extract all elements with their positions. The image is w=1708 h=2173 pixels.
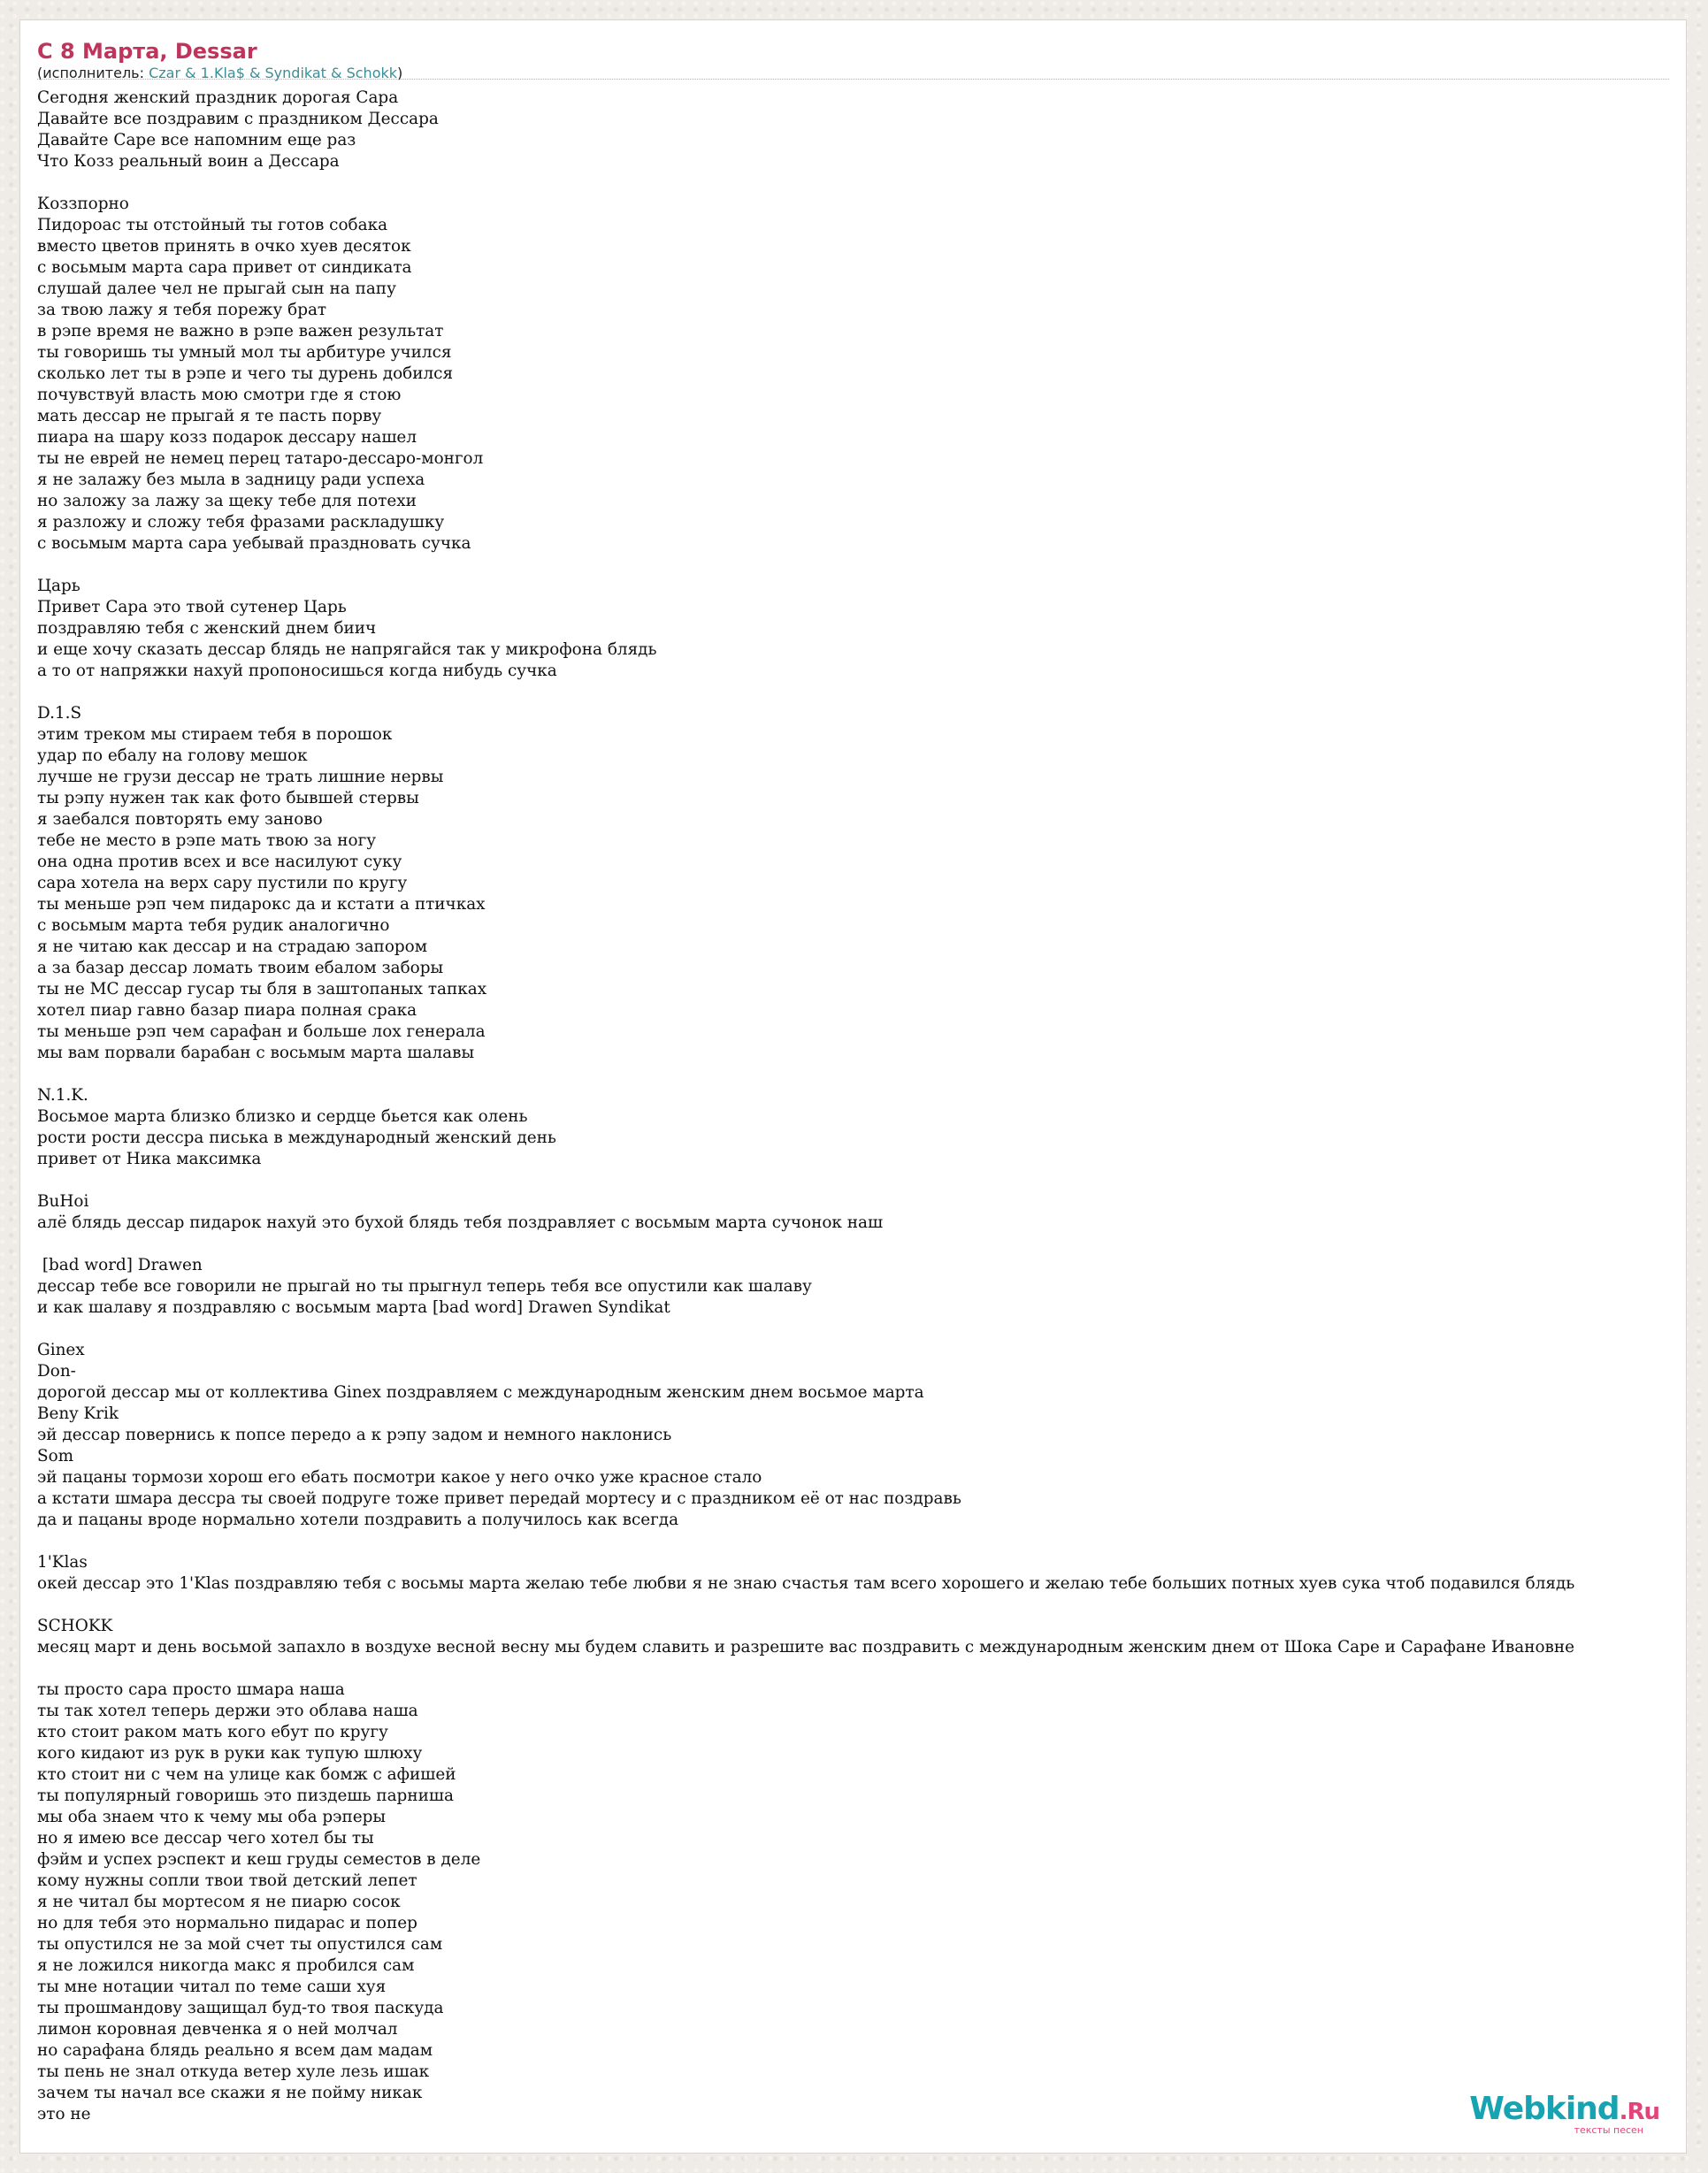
- lyric-line: Давайте Саре все напомним еще раз: [37, 131, 356, 149]
- lyric-line: [37, 1234, 1574, 1255]
- lyric-line: но заложу за лажу за щеку тебе для потехи: [37, 492, 417, 510]
- lyric-line: я не читал бы мортесом я не пиарю сосок: [37, 1893, 401, 1911]
- lyric-line: это не: [37, 2105, 91, 2123]
- lyric-line: хотел пиар гавно базар пиара полная срака: [37, 1001, 417, 1020]
- lyric-line: а кстати шмара дессра ты своей подруге тоже привет передай мортесу и с праздником её от нас поздравь: [37, 1489, 961, 1508]
- lyric-line: поздравляю тебя с женский днем биич: [37, 619, 377, 638]
- lyric-line: дессар тебе все говорили не прыгай но ты прыгнул теперь тебя все опустили как шалаву: [37, 1277, 812, 1296]
- header-divider: [37, 79, 1669, 80]
- lyric-line: SCHOKK: [37, 1617, 113, 1635]
- lyric-line: почувствуй власть мою смотри где я стою: [37, 386, 402, 404]
- lyric-line: в рэпе время не важно в рэпе важен результат: [37, 322, 444, 340]
- lyric-line: лучше не грузи дессар не трать лишние нервы: [37, 768, 444, 786]
- lyric-line: с восьмым марта сара уебывай праздновать сучка: [37, 534, 471, 553]
- lyric-line: [37, 1064, 1574, 1085]
- lyric-line: Коззпорно: [37, 195, 129, 213]
- lyric-line: я не читаю как дессар и на страдаю запором: [37, 937, 428, 956]
- lyric-line: [37, 1170, 1574, 1191]
- lyric-line: я не залажу без мыла в задницу ради успеха: [37, 471, 425, 489]
- lyric-line: эй дессар повернись к попсе передо а к рэпу задом и немного наклонись: [37, 1426, 672, 1444]
- song-title: С 8 Марта, Dessar: [37, 39, 257, 64]
- lyric-line: привет от Ника максимка: [37, 1150, 262, 1168]
- lyric-line: ты не МС дессар гусар ты бля в заштопаных тапках: [37, 980, 487, 999]
- lyric-line: зачем ты начал все скажи я не пойму никак: [37, 2084, 423, 2102]
- lyric-line: слушай далее чел не прыгай сын на папу: [37, 279, 396, 298]
- lyric-line: ты так хотел теперь держи это облава наша: [37, 1702, 418, 1720]
- lyric-line: этим треком мы стираем тебя в порошок: [37, 725, 393, 744]
- lyric-line: Давайте все поздравим с праздником Дессара: [37, 110, 439, 128]
- lyric-line: эй пацаны тормози хорош его ебать посмотри какое у него очко уже красное стало: [37, 1468, 762, 1487]
- lyric-line: [bad word] Drawen: [37, 1256, 203, 1274]
- logo-tagline: тексты песен: [1574, 2124, 1643, 2136]
- lyric-line: Сегодня женский праздник дорогая Сара: [37, 88, 399, 107]
- lyric-line: но я имею все дессар чего хотел бы ты: [37, 1829, 374, 1848]
- lyric-line: и еще хочу сказать дессар блядь не напрягайся так у микрофона блядь: [37, 640, 657, 659]
- lyric-line: Ginex: [37, 1341, 85, 1359]
- lyric-line: месяц март и день восьмой запахло в воздухе весной весну мы будем славить и разрешите вас поздравить с международным женским днем от Шока Саре и Сарафане Ивановне: [37, 1638, 1575, 1657]
- site-logo[interactable]: [1469, 2093, 1659, 2135]
- lyric-line: 1'Klas: [37, 1553, 88, 1572]
- lyric-line: мать дессар не прыгай я те пасть порву: [37, 407, 382, 425]
- lyric-line: рости рости дессра писька в международный женский день: [37, 1129, 556, 1147]
- lyric-line: ты пень не знал откуда ветер хуле лезь ишак: [37, 2062, 430, 2081]
- lyric-line: с восьмым марта тебя рудик аналогично: [37, 916, 390, 935]
- lyric-line: алё блядь дессар пидарок нахуй это бухой блядь тебя поздравляет с восьмым марта сучонок наш: [37, 1213, 884, 1232]
- lyric-line: а за базар дессар ломать твоим ебалом заборы: [37, 959, 444, 977]
- lyric-line: Som: [37, 1447, 74, 1465]
- lyric-line: Привет Сара это твой сутенер Царь: [37, 598, 347, 616]
- lyric-line: [37, 1319, 1574, 1340]
- lyric-line: но сарафана блядь реально я всем дам мадам: [37, 2041, 433, 2060]
- lyric-line: Восьмое марта близко близко и сердце бьется как олень: [37, 1107, 528, 1126]
- lyric-line: я разложу и сложу тебя фразами раскладушку: [37, 513, 445, 532]
- lyric-line: ты меньше рэп чем пидарокс да и кстати а птичках: [37, 895, 486, 914]
- artist-prefix: (исполнитель:: [37, 65, 149, 81]
- content-card: [19, 19, 1687, 2154]
- lyric-line: ты говоришь ты умный мол ты арбитуре учился: [37, 343, 452, 362]
- lyric-line: да и пацаны вроде нормально хотели поздравить а получилось как всегда: [37, 1511, 679, 1529]
- lyric-line: кто стоит ни с чем на улице как бомж с афишей: [37, 1765, 456, 1784]
- lyric-line: ты опустился не за мой счет ты опустился сам: [37, 1935, 443, 1954]
- lyric-line: [37, 1658, 1574, 1679]
- lyric-line: удар по ебалу на голову мешок: [37, 746, 308, 765]
- lyric-line: N.1.K.: [37, 1086, 88, 1105]
- lyric-line: ты не еврей не немец перец татаро-дессаро-монгол: [37, 449, 484, 468]
- lyric-line: кому нужны сопли твои твой детский лепет: [37, 1871, 417, 1890]
- lyric-line: я заебался повторять ему заново: [37, 810, 323, 829]
- lyric-line: [37, 1595, 1574, 1616]
- lyric-line: кто стоит раком мать кого ебут по кругу: [37, 1723, 388, 1741]
- logo-tld: .Ru: [1619, 2099, 1659, 2125]
- lyric-line: BuHoi: [37, 1192, 89, 1211]
- lyric-line: окей дессар это 1'Klas поздравляю тебя с восьмы марта желаю тебе любви я не знаю счастья там всего хорошего и желаю тебе больших потных хуев сука чтоб подавился блядь: [37, 1574, 1575, 1593]
- lyric-line: ты популярный говоришь это пиздешь парниша: [37, 1787, 454, 1805]
- lyric-line: Царь: [37, 577, 80, 595]
- lyric-line: она одна против всех и все насилуют суку: [37, 853, 402, 871]
- lyric-line: дорогой дессар мы от коллектива Ginex поздравляем с международным женским днем восьмое марта: [37, 1383, 924, 1402]
- lyric-line: [37, 172, 1574, 194]
- lyric-line: Пидороас ты отстойный ты готов собака: [37, 216, 388, 234]
- lyric-line: сара хотела на верх сару пустили по кругу: [37, 874, 408, 892]
- lyric-line: я не ложился никогда макс я пробился сам: [37, 1956, 415, 1975]
- lyric-line: за твою лажу я тебя порежу брат: [37, 301, 327, 319]
- lyric-line: кого кидают из рук в руки как тупую шлюху: [37, 1744, 423, 1763]
- lyric-line: мы оба знаем что к чему мы оба рэперы: [37, 1808, 386, 1826]
- song-header: [37, 38, 1669, 82]
- lyric-line: D.1.S: [37, 704, 82, 723]
- lyric-line: сколько лет ты в рэпе и чего ты дурень добился: [37, 364, 454, 383]
- lyric-line: пиара на шару козз подарок дессару нашел: [37, 428, 417, 447]
- lyric-line: ты прошмандову защищал буд-то твоя паскуда: [37, 1999, 444, 2017]
- lyrics-text: [37, 88, 1574, 2125]
- artist-suffix: ): [397, 65, 403, 81]
- lyric-line: Что Козз реальный воин а Дессара: [37, 152, 340, 171]
- lyric-line: ты просто сара просто шмара наша: [37, 1680, 345, 1699]
- lyric-line: ты рэпу нужен так как фото бывшей стервы: [37, 789, 419, 807]
- lyric-line: вместо цветов принять в очко хуев десяток: [37, 237, 411, 256]
- lyric-line: а то от напряжки нахуй пропоносишься когда нибудь сучка: [37, 662, 557, 680]
- lyric-line: тебе не место в рэпе мать твою за ногу: [37, 831, 377, 850]
- lyric-line: ты меньше рэп чем сарафан и больше лох генерала: [37, 1022, 486, 1041]
- lyric-line: Beny Krik: [37, 1404, 119, 1423]
- lyric-line: мы вам порвали барабан с восьмым марта шалавы: [37, 1044, 475, 1062]
- lyric-line: Don-: [37, 1362, 76, 1381]
- logo-brand: Webkind: [1469, 2091, 1620, 2127]
- lyric-line: [37, 555, 1574, 576]
- lyric-line: фэйм и успех рэспект и кеш груды семестов в деле: [37, 1850, 481, 1869]
- lyric-line: лимон коровная девченка я о ней молчал: [37, 2020, 398, 2039]
- artist-link[interactable]: Czar & 1.Kla$ & Syndikat & Schokk: [149, 65, 398, 81]
- lyric-line: и как шалаву я поздравляю с восьмым марта [bad word] Drawen Syndikat: [37, 1298, 670, 1317]
- artist-line: [37, 65, 1669, 82]
- lyric-line: ты мне нотации читал по теме саши хуя: [37, 1978, 387, 1996]
- lyric-line: с восьмым марта сара привет от синдиката: [37, 258, 412, 277]
- lyric-line: [37, 682, 1574, 703]
- lyric-line: но для тебя это нормально пидарас и попер: [37, 1914, 417, 1932]
- lyric-line: [37, 1531, 1574, 1552]
